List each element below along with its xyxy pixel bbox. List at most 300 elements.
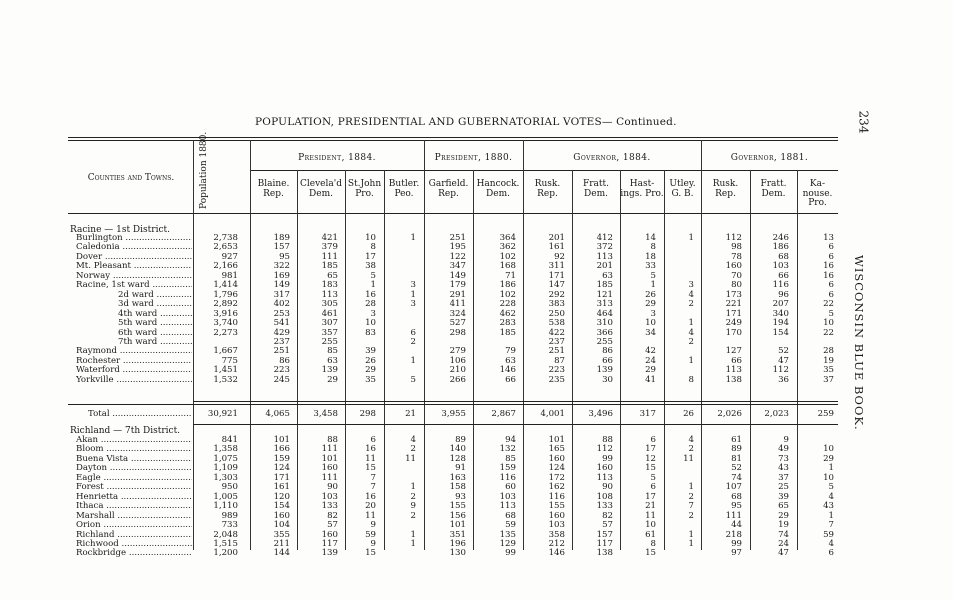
- table-cell: 2,273: [213, 327, 238, 338]
- counties-header: Counties and Towns.: [87, 173, 175, 183]
- table-cell: 461: [321, 308, 338, 319]
- table-cell: 37: [778, 472, 789, 483]
- table-cell: 1: [828, 510, 834, 521]
- table-cell: 35: [823, 365, 834, 376]
- table-cell: 4: [688, 435, 694, 445]
- table-cell: 146: [548, 548, 565, 559]
- row-label: Orion .....: [76, 520, 192, 530]
- table-cell: 97: [731, 548, 742, 559]
- table-cell: 251: [273, 346, 290, 357]
- table-cell: 111: [321, 251, 338, 262]
- row-label: Eagle .....: [76, 473, 192, 483]
- table-cell: 22: [823, 327, 834, 338]
- table-cell: 462: [499, 308, 516, 319]
- table-cell: 3,916: [213, 308, 238, 319]
- table-cell: 3,740: [213, 318, 238, 329]
- table-cell: 49: [778, 444, 789, 455]
- table-cell: 86: [279, 355, 290, 366]
- table-cell: 10: [645, 520, 656, 531]
- row-label: Rockbridge .....: [76, 548, 192, 558]
- table-cell: 340: [772, 308, 789, 319]
- table-cell: 128: [449, 453, 466, 464]
- table-cell: 28: [365, 299, 376, 310]
- row-label: Henrietta .....: [76, 492, 192, 502]
- table-cell: 43: [823, 501, 834, 512]
- table-cell: 1,110: [213, 501, 238, 512]
- table-cell: 120: [273, 491, 290, 502]
- table-cell: 4: [828, 491, 834, 502]
- table-cell: 157: [596, 529, 613, 540]
- table-row: [0, 548, 953, 558]
- table-cell: 6: [650, 435, 656, 445]
- table-cell: 78: [731, 251, 742, 262]
- table-cell: 121: [596, 289, 613, 300]
- table-cell: 2: [688, 491, 694, 502]
- table-cell: 155: [449, 501, 466, 512]
- table-cell: 212: [548, 538, 565, 549]
- row-label: 5th ward .....: [118, 318, 192, 328]
- table-cell: 57: [602, 520, 613, 531]
- table-cell: 38: [365, 261, 376, 272]
- table-cell: 113: [596, 472, 613, 483]
- table-cell: 310: [596, 318, 613, 329]
- table-cell: 168: [499, 261, 516, 272]
- column-header: Clevela'd Dem.: [300, 179, 342, 199]
- table-cell: 65: [778, 501, 789, 512]
- table-cell: 107: [725, 482, 742, 493]
- table-cell: 112: [772, 365, 789, 376]
- group-governor-1884: Governor, 1884.: [573, 153, 651, 163]
- table-cell: 283: [499, 318, 516, 329]
- table-cell: 28: [823, 346, 834, 357]
- table-cell: 166: [273, 444, 290, 455]
- table-cell: 5: [410, 374, 416, 385]
- table-cell: 113: [725, 365, 742, 376]
- row-label: Ithaca .....: [76, 501, 192, 511]
- table-cell: 160: [321, 529, 338, 540]
- total-line: [0, 409, 953, 420]
- table-cell: 98: [731, 242, 742, 253]
- row-label: 2d ward .....: [118, 290, 192, 300]
- table-cell: 170: [725, 327, 742, 338]
- table-cell: 211: [273, 538, 290, 549]
- total-cell: 30,921: [207, 409, 238, 419]
- table-cell: 103: [772, 261, 789, 272]
- table-cell: 4: [410, 435, 416, 445]
- table-cell: 2: [410, 444, 416, 455]
- table-cell: 186: [499, 280, 516, 291]
- table-cell: 298: [449, 327, 466, 338]
- table-cell: 1,515: [213, 538, 238, 549]
- table-cell: 8: [370, 242, 376, 253]
- table-cell: 61: [645, 529, 656, 540]
- table-cell: 60: [505, 482, 516, 493]
- table-cell: 6: [828, 280, 834, 291]
- table-cell: 3: [370, 308, 376, 319]
- table-cell: 311: [548, 261, 565, 272]
- table-cell: 366: [596, 327, 613, 338]
- table-cell: 47: [778, 355, 789, 366]
- table-cell: 422: [548, 327, 565, 338]
- table-cell: 2,892: [213, 299, 238, 310]
- table-cell: 185: [321, 261, 338, 272]
- table-cell: 112: [725, 233, 742, 243]
- table-cell: 19: [823, 355, 834, 366]
- table-cell: 156: [449, 510, 466, 521]
- table-cell: 17: [645, 491, 656, 502]
- table-cell: 47: [778, 548, 789, 559]
- total-top-rule: [193, 401, 838, 402]
- section-title: Racine — 1st District.: [70, 225, 170, 235]
- table-cell: 89: [455, 435, 466, 445]
- table-cell: 317: [273, 289, 290, 300]
- row-label: 6th ward .....: [118, 328, 192, 338]
- table-cell: 291: [449, 289, 466, 300]
- table-cell: 249: [725, 318, 742, 329]
- table-cell: 2: [410, 510, 416, 521]
- table-cell: 132: [499, 444, 516, 455]
- row-label: Buena Vista .....: [76, 454, 192, 464]
- table-cell: 324: [449, 308, 466, 319]
- row-label: Akan .....: [76, 435, 192, 445]
- table-cell: 927: [221, 251, 238, 262]
- table-cell: 159: [273, 453, 290, 464]
- table-cell: 85: [327, 346, 338, 357]
- table-cell: 165: [548, 444, 565, 455]
- table-cell: 117: [596, 538, 613, 549]
- total-cell: 259: [817, 409, 834, 419]
- table-cell: 1,532: [213, 374, 238, 385]
- table-cell: 1: [688, 482, 694, 493]
- table-cell: 21: [645, 501, 656, 512]
- page-number: 234: [856, 110, 871, 134]
- table-cell: 66: [505, 374, 516, 385]
- table-cell: 90: [602, 482, 613, 493]
- header-bottom-rule: [68, 213, 838, 214]
- table-cell: 138: [596, 548, 613, 559]
- table-cell: 25: [778, 482, 789, 493]
- row-label: Dover .....: [76, 252, 192, 262]
- table-cell: 42: [645, 346, 656, 357]
- table-cell: 1: [688, 233, 694, 243]
- table-cell: 79: [505, 346, 516, 357]
- table-cell: 4: [828, 538, 834, 549]
- table-cell: 160: [548, 453, 565, 464]
- table-cell: 1: [410, 482, 416, 493]
- table-cell: 20: [365, 501, 376, 512]
- table-cell: 103: [321, 491, 338, 502]
- table-cell: 207: [772, 299, 789, 310]
- table-cell: 52: [731, 463, 742, 474]
- table-cell: 1: [650, 280, 656, 291]
- table-cell: 11: [365, 453, 376, 464]
- table-cell: 111: [725, 510, 742, 521]
- column-header: Hancock. Dem.: [476, 179, 520, 199]
- row-label: Marshall .....: [76, 511, 192, 521]
- column-header: St.John Pro.: [347, 179, 382, 199]
- table-cell: 411: [449, 299, 466, 310]
- table-cell: 196: [449, 538, 466, 549]
- table-cell: 82: [327, 510, 338, 521]
- table-cell: 29: [645, 365, 656, 376]
- table-cell: 237: [273, 336, 290, 347]
- table-cell: 10: [645, 318, 656, 329]
- book-title: WISCONSIN BLUE BOOK.: [852, 255, 866, 431]
- table-cell: 223: [273, 365, 290, 376]
- table-cell: 429: [273, 327, 290, 338]
- table-cell: 130: [449, 548, 466, 559]
- table-cell: 19: [778, 520, 789, 531]
- table-cell: 63: [602, 270, 613, 281]
- table-cell: 5: [650, 472, 656, 483]
- table-cell: 36: [778, 374, 789, 385]
- row-label: Mt. Pleasant .....: [76, 261, 192, 271]
- table-cell: 82: [602, 510, 613, 521]
- table-cell: 139: [596, 365, 613, 376]
- row-label: Bloom .....: [76, 444, 192, 454]
- table-cell: 362: [499, 242, 516, 253]
- table-cell: 95: [279, 251, 290, 262]
- table-cell: 421: [321, 233, 338, 243]
- table-cell: 101: [449, 520, 466, 531]
- table-cell: 7: [688, 501, 694, 512]
- group-president-1884: President, 1884.: [298, 153, 376, 163]
- table-cell: 99: [602, 453, 613, 464]
- column-header: Butler. Peo.: [388, 179, 420, 199]
- table-cell: 34: [645, 327, 656, 338]
- table-cell: 372: [596, 242, 613, 253]
- total-cell: 2,867: [491, 409, 516, 419]
- table-cell: 29: [327, 374, 338, 385]
- table-cell: 43: [778, 463, 789, 474]
- table-cell: 383: [548, 299, 565, 310]
- table-cell: 68: [505, 510, 516, 521]
- table-cell: 255: [596, 336, 613, 347]
- table-cell: 106: [449, 355, 466, 366]
- table-cell: 179: [449, 280, 466, 291]
- table-cell: 237: [548, 336, 565, 347]
- top-rule-double: [68, 140, 838, 141]
- table-cell: 11: [405, 453, 416, 464]
- total-cell: 2,023: [764, 409, 789, 419]
- table-cell: 101: [273, 435, 290, 445]
- table-cell: 253: [273, 308, 290, 319]
- table-cell: 4: [688, 289, 694, 300]
- table-cell: 2: [688, 444, 694, 455]
- table-cell: 57: [327, 520, 338, 531]
- table-row: [0, 375, 953, 385]
- table-cell: 103: [548, 520, 565, 531]
- table-cell: 87: [554, 355, 565, 366]
- table-cell: 950: [221, 482, 238, 493]
- table-cell: 1: [688, 355, 694, 366]
- table-cell: 135: [499, 529, 516, 540]
- table-cell: 124: [548, 463, 565, 474]
- total-cell: 2,026: [717, 409, 742, 419]
- population-header: Population 1880.: [199, 131, 209, 209]
- table-cell: 66: [731, 355, 742, 366]
- table-cell: 39: [365, 346, 376, 357]
- table-cell: 18: [645, 251, 656, 262]
- table-cell: 6: [828, 242, 834, 253]
- table-cell: 11: [645, 510, 656, 521]
- table-cell: 33: [645, 261, 656, 272]
- group-governor-1881: Governor, 1881.: [730, 153, 809, 163]
- table-cell: 195: [449, 242, 466, 253]
- table-cell: 88: [327, 435, 338, 445]
- table-cell: 355: [273, 529, 290, 540]
- table-cell: 63: [505, 355, 516, 366]
- table-cell: 160: [548, 510, 565, 521]
- table-cell: 7: [370, 482, 376, 493]
- table-cell: 464: [596, 308, 613, 319]
- table-cell: 17: [365, 251, 376, 262]
- total-cell: 4,001: [540, 409, 565, 419]
- table-cell: 159: [499, 463, 516, 474]
- group-president-1880: President, 1880.: [434, 153, 513, 163]
- table-cell: 1: [410, 538, 416, 549]
- table-cell: 322: [273, 261, 290, 272]
- total-cell: 4,065: [265, 409, 290, 419]
- table-cell: 59: [365, 529, 376, 540]
- table-cell: 74: [778, 529, 789, 540]
- table-cell: 102: [499, 251, 516, 262]
- table-cell: 1,667: [213, 346, 238, 357]
- total-cell: 298: [359, 409, 376, 419]
- table-cell: 86: [602, 346, 613, 357]
- table-cell: 1: [410, 355, 416, 366]
- table-cell: 112: [596, 444, 613, 455]
- table-cell: 2: [688, 299, 694, 310]
- column-header: Fratt. Dem.: [582, 179, 609, 199]
- table-cell: 201: [596, 261, 613, 272]
- table-cell: 93: [455, 491, 466, 502]
- table-cell: 22: [823, 299, 834, 310]
- row-label: Richland .....: [76, 530, 192, 540]
- table-cell: 2: [410, 336, 416, 347]
- table-cell: 29: [365, 365, 376, 376]
- table-cell: 73: [778, 453, 789, 464]
- table-cell: 235: [548, 374, 565, 385]
- row-label: Forest .....: [76, 482, 192, 492]
- table-cell: 402: [273, 299, 290, 310]
- table-cell: 163: [449, 472, 466, 483]
- table-cell: 3: [410, 280, 416, 291]
- table-cell: 15: [645, 548, 656, 559]
- table-cell: 81: [731, 453, 742, 464]
- table-cell: 147: [548, 280, 565, 291]
- table-cell: 1,200: [213, 548, 238, 559]
- table-cell: 221: [725, 299, 742, 310]
- table-cell: 1: [688, 529, 694, 540]
- table-cell: 245: [273, 374, 290, 385]
- table-cell: 185: [499, 327, 516, 338]
- table-cell: 11: [683, 453, 694, 464]
- table-cell: 37: [823, 374, 834, 385]
- table-cell: 146: [499, 365, 516, 376]
- table-cell: 157: [273, 242, 290, 253]
- table-cell: 172: [548, 472, 565, 483]
- table-cell: 111: [321, 444, 338, 455]
- table-cell: 10: [365, 318, 376, 329]
- table-cell: 61: [731, 435, 742, 445]
- table-cell: 541: [273, 318, 290, 329]
- table-cell: 6: [828, 548, 834, 559]
- table-cell: 155: [548, 501, 565, 512]
- table-cell: 149: [273, 280, 290, 291]
- table-cell: 5: [828, 482, 834, 493]
- table-cell: 12: [645, 453, 656, 464]
- table-cell: 5: [650, 270, 656, 281]
- total-cell: 317: [639, 409, 656, 419]
- table-cell: 189: [273, 233, 290, 243]
- column-header: Rusk. Rep.: [534, 179, 561, 199]
- table-cell: 10: [823, 472, 834, 483]
- table-cell: 15: [645, 463, 656, 474]
- table-cell: 39: [778, 491, 789, 502]
- column-header: Utley. G. B.: [669, 179, 696, 199]
- table-cell: 2,653: [213, 242, 238, 253]
- table-cell: 246: [772, 233, 789, 243]
- table-cell: 1,796: [213, 289, 238, 300]
- table-cell: 108: [596, 491, 613, 502]
- table-cell: 96: [778, 289, 789, 300]
- table-cell: 5: [370, 270, 376, 281]
- table-cell: 91: [455, 463, 466, 474]
- table-cell: 101: [548, 435, 565, 445]
- table-cell: 30: [602, 374, 613, 385]
- table-cell: 6: [370, 435, 376, 445]
- table-cell: 173: [725, 289, 742, 300]
- total-bottom-rule: [193, 424, 838, 425]
- table-cell: 17: [645, 444, 656, 455]
- table-cell: 94: [505, 435, 516, 445]
- total-divider-rule: [68, 404, 838, 405]
- table-cell: 139: [321, 548, 338, 559]
- table-cell: 1: [410, 233, 416, 243]
- table-cell: 307: [321, 318, 338, 329]
- page-heading: POPULATION, PRESIDENTIAL AND GUBERNATORIAL VOTES— Continued.: [255, 116, 677, 128]
- table-cell: 2,166: [213, 261, 238, 272]
- table-cell: 186: [772, 242, 789, 253]
- table-cell: 5: [828, 308, 834, 319]
- table-cell: 347: [449, 261, 466, 272]
- table-cell: 122: [449, 251, 466, 262]
- table-cell: 169: [273, 270, 290, 281]
- table-cell: 228: [499, 299, 516, 310]
- table-cell: 266: [449, 374, 466, 385]
- table-cell: 80: [731, 280, 742, 291]
- table-cell: 139: [321, 365, 338, 376]
- table-cell: 841: [221, 435, 238, 445]
- table-cell: 59: [505, 520, 516, 531]
- table-cell: 70: [731, 270, 742, 281]
- row-label: Caledonia .....: [76, 242, 192, 252]
- table-cell: 158: [449, 482, 466, 493]
- table-cell: 1,451: [213, 365, 238, 376]
- table-cell: 733: [221, 520, 238, 531]
- table-cell: 52: [778, 346, 789, 357]
- table-cell: 218: [725, 529, 742, 540]
- table-cell: 1,414: [213, 280, 238, 291]
- table-cell: 2: [688, 336, 694, 347]
- table-cell: 1,358: [213, 444, 238, 455]
- table-cell: 99: [731, 538, 742, 549]
- table-cell: 1: [370, 280, 376, 291]
- table-cell: 74: [731, 472, 742, 483]
- table-cell: 127: [725, 346, 742, 357]
- section-title: Richland — 7th District.: [70, 426, 181, 436]
